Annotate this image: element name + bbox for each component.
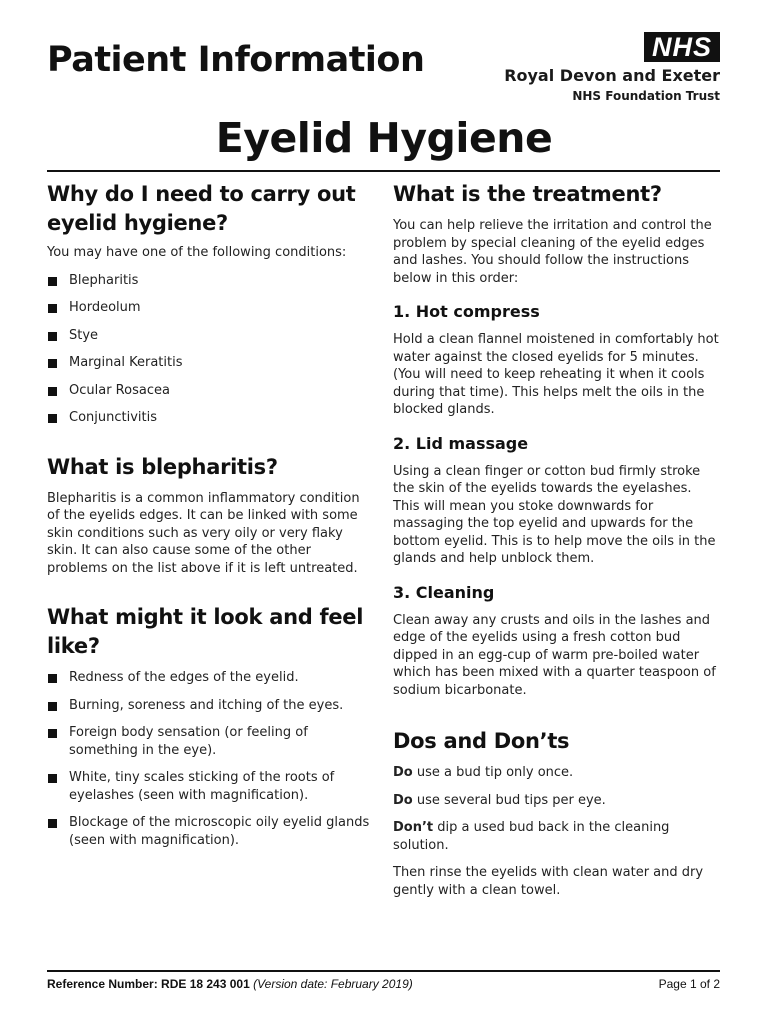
dos-item-text: use a bud tip only once. (412, 765, 574, 780)
list-item: Redness of the edges of the eyelid. (47, 669, 372, 687)
blepharitis-description: Blepharitis is a common inflammatory condition of the eyelids edges. It can be linked with some skin conditions such as very oily or very flaky skin. It can also cause some of the other problems on the list above if it is left untreated. (47, 490, 360, 576)
section-heading-look: What might it look and feel like? (47, 605, 364, 658)
list-item: White, tiny scales sticking of the roots of eyelashes (seen with magnification). (47, 769, 372, 804)
list-item: Burning, soreness and itching of the eyes. (47, 697, 372, 715)
rinse-instruction: Then rinse the eyelids with clean water and dry gently with a clean towel. (393, 865, 704, 898)
list-item: Blockage of the microscopic oily eyelid glands (seen with magnification). (47, 814, 372, 849)
page-number: Page 1 of 2 (658, 977, 720, 991)
donts-item-lead: Don’t (393, 820, 434, 835)
donts-item-text: dip a used bud back in the cleaning solution. (393, 820, 670, 853)
step-heading-lid-massage: 2. Lid massage (393, 433, 529, 453)
step-text-cleaning: Clean away any crusts and oils in the lashes and edge of the eyelids using a fresh cotton bud dipped in an egg-cup of warm pre-boiled water which has been mixed with a quarter teaspoon of sodium bicarbonate. (393, 612, 716, 698)
page-title: Eyelid Hygiene (215, 114, 553, 162)
conditions-intro: You may have one of the following conditions: (47, 245, 347, 260)
right-column (393, 180, 721, 899)
left-column (47, 180, 372, 849)
trust-name: Royal Devon and Exeter (504, 66, 720, 85)
dos-item-text: use several bud tips per eye. (412, 792, 606, 808)
dos-item (393, 792, 721, 810)
nhs-logo: NHS (644, 32, 720, 62)
section-heading-what-is: What is blepharitis? (47, 454, 278, 479)
version-date: (Version date: February 2019) (253, 977, 413, 991)
list-item: Marginal Keratitis (47, 354, 372, 372)
step-heading-hot-compress: 1. Hot compress (393, 302, 540, 321)
list-item: Foreign body sensation (or feeling of something in the eye). (47, 724, 372, 759)
section-heading-why: Why do I need to carry out eyelid hygiene? (47, 182, 356, 235)
donts-item (393, 819, 721, 854)
trust-subtitle: NHS Foundation Trust (572, 89, 720, 103)
step-text-lid-massage: Using a clean finger or cotton bud firmly stroke the skin of the eyelids towards the eyelashes. This will mean you stoke downwards for massaging the top eyelid and upwards for the bottom eyelid. This is to help move the oils in the glands and help unblock them. (393, 463, 716, 566)
title-divider (47, 170, 720, 172)
list-item: Stye (47, 327, 372, 345)
section-heading-dos-donts: Dos and Don’ts (393, 729, 570, 753)
dos-item (393, 764, 721, 782)
document-label: Patient Information (47, 40, 425, 80)
dos-item-lead: Do (393, 792, 413, 808)
step-heading-cleaning: 3. Cleaning (393, 582, 495, 602)
symptoms-list (47, 669, 372, 849)
conditions-list (47, 272, 372, 427)
list-item: Ocular Rosacea (47, 382, 372, 400)
section-heading-treatment: What is the treatment? (393, 182, 662, 206)
list-item: Blepharitis (47, 272, 372, 290)
treatment-intro: You can help relieve the irritation and control the problem by special cleaning of the eyelid edges and lashes. You should follow the instructions below in this order: (393, 218, 712, 286)
list-item: Hordeolum (47, 299, 372, 317)
footer-reference (47, 977, 413, 991)
list-item: Conjunctivitis (47, 409, 372, 427)
dos-item-lead: Do (393, 765, 413, 780)
reference-number: Reference Number: RDE 18 243 001 (47, 977, 250, 991)
step-text-hot-compress: Hold a clean flannel moistened in comfortably hot water against the closed eyelids for 5 minutes. (You will need to keep reheating it when it cools during that time). This helps melt the oils in the blocked glands. (393, 332, 719, 417)
footer-divider (47, 970, 720, 972)
